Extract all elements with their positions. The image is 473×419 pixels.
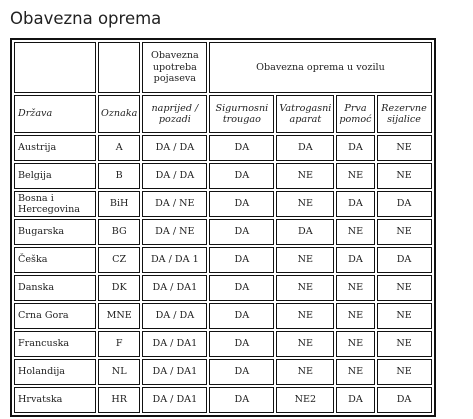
column-header-bulbs: Rezervne sijalice	[377, 95, 432, 133]
cell-country: Danska	[14, 275, 96, 301]
header-belts-group: Obavezna upotreba pojaseva	[142, 42, 207, 93]
cell-triangle: DA	[209, 163, 274, 189]
cell-belts: DA / DA1	[142, 387, 207, 413]
cell-extinguisher: NE2	[276, 387, 334, 413]
cell-triangle: DA	[209, 135, 274, 161]
cell-bulbs: DA	[377, 387, 432, 413]
cell-belts: DA / DA1	[142, 359, 207, 385]
cell-belts: DA / DA 1	[142, 247, 207, 273]
cell-code: NL	[98, 359, 140, 385]
table-row	[14, 135, 432, 161]
cell-first-aid: NE	[336, 163, 374, 189]
cell-extinguisher: NE	[276, 331, 334, 357]
cell-code: BG	[98, 219, 140, 245]
table-row	[14, 247, 432, 273]
table-row	[14, 387, 432, 413]
cell-country: Češka	[14, 247, 96, 273]
column-header-belts: naprijed / pozadi	[142, 95, 207, 133]
cell-belts: DA / DA	[142, 303, 207, 329]
table-row	[14, 303, 432, 329]
header-equipment-group: Obavezna oprema u vozilu	[209, 42, 431, 93]
header-blank-code	[98, 42, 140, 93]
cell-code: B	[98, 163, 140, 189]
table-row	[14, 191, 432, 217]
cell-belts: DA / DA	[142, 135, 207, 161]
table-row	[14, 219, 432, 245]
cell-first-aid: DA	[336, 135, 374, 161]
cell-extinguisher: NE	[276, 303, 334, 329]
table-row	[14, 331, 432, 357]
table-row	[14, 359, 432, 385]
cell-code: F	[98, 331, 140, 357]
cell-first-aid: DA	[336, 191, 374, 217]
cell-triangle: DA	[209, 387, 274, 413]
cell-triangle: DA	[209, 303, 274, 329]
cell-country: Crna Gora	[14, 303, 96, 329]
cell-country: Bosna i Hercegovina	[14, 191, 96, 217]
table-body	[14, 42, 432, 413]
header-row-columns	[14, 95, 432, 133]
cell-country: Holandija	[14, 359, 96, 385]
cell-bulbs: NE	[377, 331, 432, 357]
header-blank-country	[14, 42, 96, 93]
cell-country: Bugarska	[14, 219, 96, 245]
column-header-extinguisher: Vatrogasni aparat	[276, 95, 334, 133]
cell-triangle: DA	[209, 331, 274, 357]
cell-bulbs: NE	[377, 275, 432, 301]
cell-extinguisher: NE	[276, 359, 334, 385]
cell-code: DK	[98, 275, 140, 301]
cell-first-aid: NE	[336, 303, 374, 329]
cell-code: BiH	[98, 191, 140, 217]
cell-bulbs: DA	[377, 247, 432, 273]
cell-first-aid: NE	[336, 275, 374, 301]
column-header-country: Država	[14, 95, 96, 133]
cell-country: Hrvatska	[14, 387, 96, 413]
cell-bulbs: DA	[377, 191, 432, 217]
cell-first-aid: DA	[336, 247, 374, 273]
cell-extinguisher: NE	[276, 163, 334, 189]
column-header-triangle: Sigurnosni trougao	[209, 95, 274, 133]
cell-first-aid: NE	[336, 331, 374, 357]
cell-code: A	[98, 135, 140, 161]
column-header-code: Oznaka	[98, 95, 140, 133]
cell-belts: DA / DA1	[142, 331, 207, 357]
header-row-group	[14, 42, 432, 93]
cell-bulbs: NE	[377, 135, 432, 161]
cell-code: CZ	[98, 247, 140, 273]
cell-triangle: DA	[209, 275, 274, 301]
cell-first-aid: DA	[336, 387, 374, 413]
table-row	[14, 275, 432, 301]
cell-bulbs: NE	[377, 163, 432, 189]
cell-triangle: DA	[209, 191, 274, 217]
cell-bulbs: NE	[377, 219, 432, 245]
cell-bulbs: NE	[377, 303, 432, 329]
cell-first-aid: NE	[336, 359, 374, 385]
cell-triangle: DA	[209, 219, 274, 245]
cell-extinguisher: NE	[276, 191, 334, 217]
cell-country: Belgija	[14, 163, 96, 189]
cell-belts: DA / DA1	[142, 275, 207, 301]
column-header-first-aid: Prva pomoć	[336, 95, 374, 133]
equipment-table	[10, 38, 436, 417]
cell-extinguisher: NE	[276, 275, 334, 301]
cell-extinguisher: DA	[276, 135, 334, 161]
cell-code: HR	[98, 387, 140, 413]
cell-country: Austrija	[14, 135, 96, 161]
cell-belts: DA / NE	[142, 191, 207, 217]
cell-belts: DA / NE	[142, 219, 207, 245]
cell-triangle: DA	[209, 247, 274, 273]
cell-code: MNE	[98, 303, 140, 329]
cell-belts: DA / DA	[142, 163, 207, 189]
cell-country: Francuska	[14, 331, 96, 357]
page-title: Obavezna oprema	[10, 9, 162, 28]
cell-first-aid: NE	[336, 219, 374, 245]
cell-extinguisher: DA	[276, 219, 334, 245]
cell-bulbs: NE	[377, 359, 432, 385]
cell-extinguisher: NE	[276, 247, 334, 273]
cell-triangle: DA	[209, 359, 274, 385]
table-row	[14, 163, 432, 189]
